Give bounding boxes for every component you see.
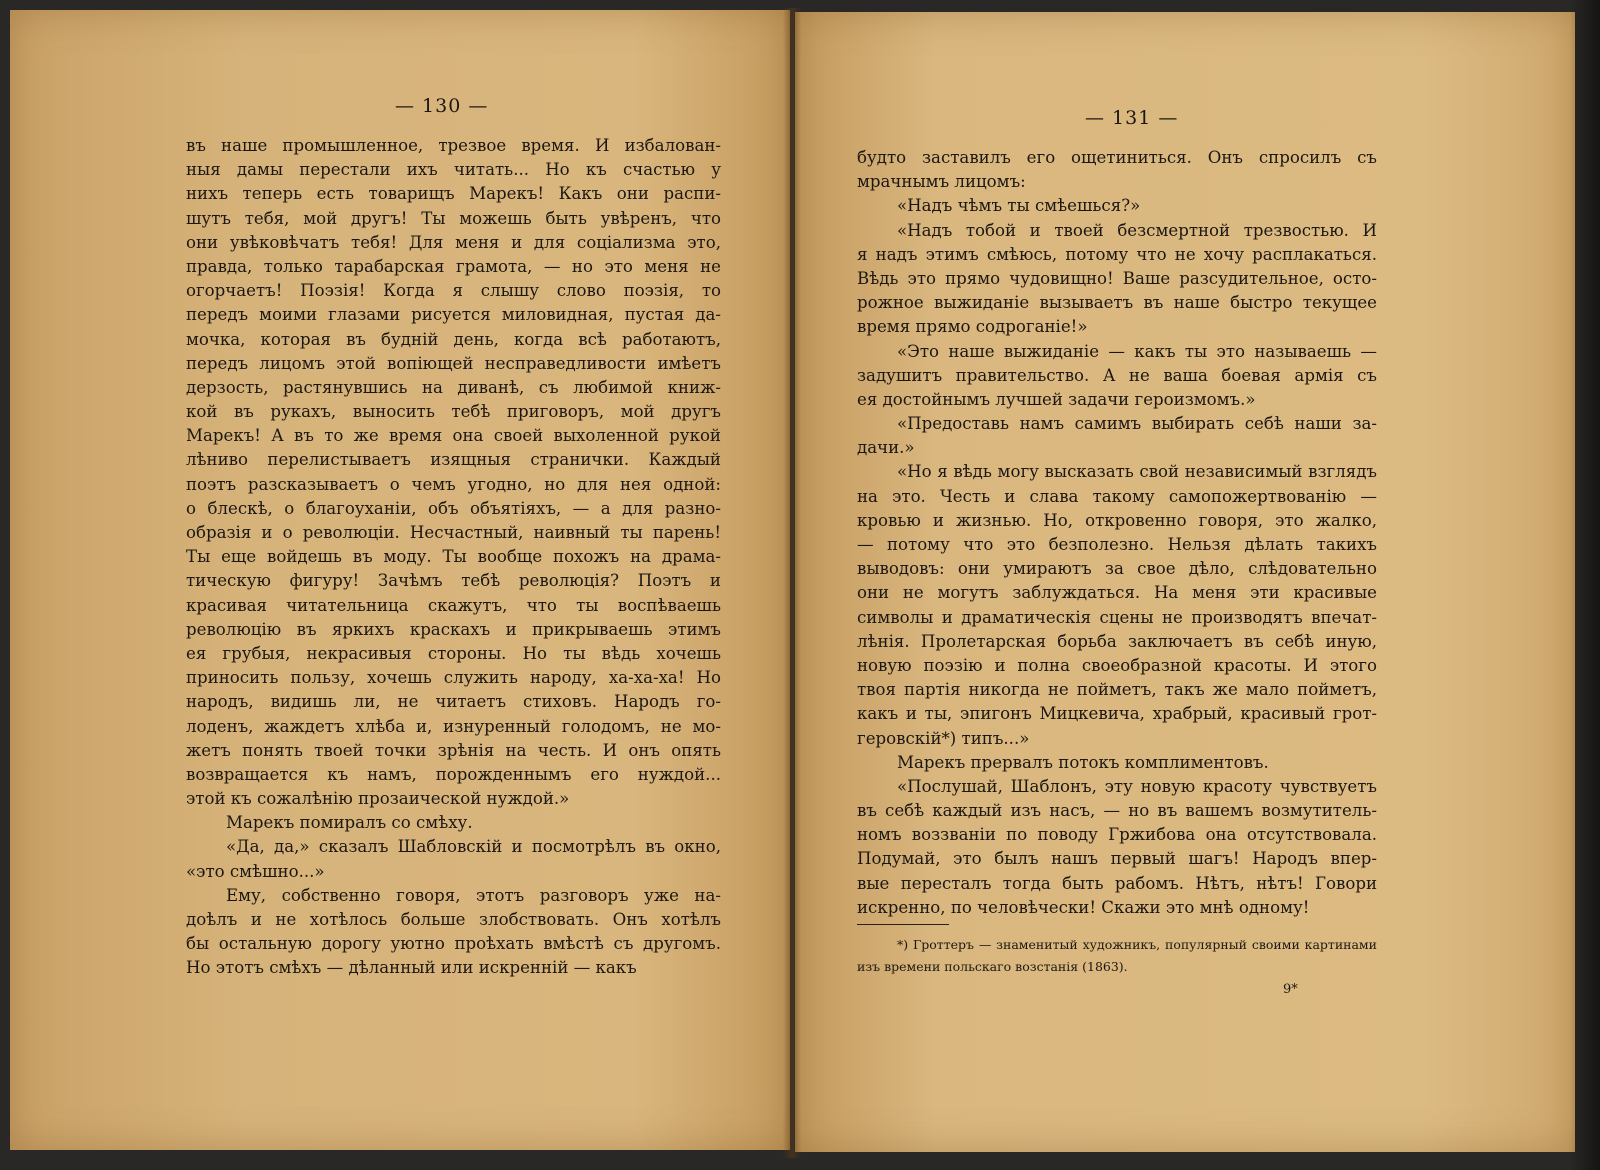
text-line: передъ лицомъ этой вопіющей несправедливости имѣетъ [186,353,721,373]
text-line: ныя дамы перестали ихъ читать... Но къ счастью у [186,160,721,180]
text-line: Но этотъ смѣхъ — дѣланный или искренній — какъ [186,958,637,978]
text-line: революцію въ яркихъ краскахъ и прикрываешь этимъ [186,619,721,639]
text-line: народъ, видишь ли, не читаетъ стиховъ. Народъ го- [186,692,721,712]
text-line: о блескѣ, о благоуханіи, объ объятіяхъ, — а для разно- [186,498,721,518]
text-line: «Надъ чѣмъ ты смѣешься?» [897,196,1141,216]
text-line: геровскій*) типъ...» [857,728,1030,748]
text-line: лоденъ, жаждетъ хлѣба и, изнуренный голодомъ, не мо- [186,716,721,736]
text-line: Марекъ! А въ то же время она своей выхоленной рукой [186,426,721,446]
text-line: Подумай, это былъ нашъ первый шагъ! Народъ впер- [857,849,1377,869]
text-line: кой въ рукахъ, выносить тебѣ приговоръ, мой другъ [186,402,721,422]
text-line: время прямо содроганіе!» [857,317,1088,337]
text-line: «Послушай, Шаблонъ, эту новую красоту чувствуетъ [897,776,1377,796]
text-line: будто заставилъ его ощетиниться. Онъ спросилъ съ [857,148,1377,167]
text-line: вые пересталъ тогда быть рабомъ. Нѣтъ, нѣтъ! Говори [857,873,1377,893]
text-line: Вѣдь это прямо чудовищно! Ваше разсудительное, осто- [857,268,1377,288]
right-page-body [857,146,1377,920]
text-line: Марекъ помиралъ со смѣху. [226,813,473,833]
text-line: лѣниво перелистываетъ изящныя странички. Каждый [186,450,721,470]
text-line: Ты еще войдешь въ моду. Ты вообще похожъ на драма- [186,547,721,567]
text-line: кровью и жизнью. Но, откровенно говоря, это жалко, [857,510,1377,530]
text-line: «Предоставь намъ самимъ выбирать себѣ наши за- [897,414,1377,434]
text-line: лѣнія. Пролетарская борьба заключаетъ въ себѣ иную, [857,631,1377,651]
text-line: они не могутъ заблуждаться. На меня эти красивые [857,583,1377,603]
text-line: изъ времени польскаго возстанія (1863). [857,959,1128,974]
text-line: — потому что это безполезно. Нельзя дѣлать такихъ [857,535,1377,554]
text-line: номъ воззваніи по поводу Гржибова она отсутствовала. [857,825,1377,845]
text-line: ея достойнымъ лучшей задачи героизмомъ.» [857,389,1256,409]
text-line: «Надъ тобой и твоей безсмертной трезвостью. И [897,220,1377,240]
text-line: ея грубыя, некрасивыя стороны. Но ты вѣдь хочешь [186,643,721,663]
text-line: «Да, да,» сказалъ Шабловскій и посмотрѣлъ въ окно, [226,837,721,857]
text-line: этой къ сожалѣнію прозаической нуждой.» [186,789,570,809]
text-line: «Это наше выжиданіе — какъ ты это называешь — [897,341,1377,361]
text-line: бы остальную дорогу уютно проѣхать вмѣстѣ съ другомъ. [186,934,721,954]
text-line: рожное выжиданіе вызываетъ въ наше быстро текущее [857,293,1377,313]
text-line: въ наше промышленное, трезвое время. И избалован- [186,136,721,155]
text-line: новую поэзію и полна своеобразной красоты. И этого [857,655,1377,675]
footnote-rule [857,924,949,925]
text-line: задушитъ правительство. А не ваша боевая армія съ [857,365,1377,385]
text-line: правда, только тарабарская грамота, — но это меня не [186,256,721,276]
text-line: выводовъ: они умираютъ за свое дѣло, слѣдовательно [857,559,1377,579]
text-line: доѣлъ и не хотѣлось больше злобствовать. Онъ хотѣлъ [186,910,721,929]
footnote [857,934,1377,978]
text-line: какъ и ты, эпигонъ Мицкевича, храбрый, красивый грот- [857,704,1377,724]
text-line: шутъ тебя, мой другъ! Ты можешь быть увѣренъ, что [186,208,721,228]
signature-mark: 9* [1283,982,1298,997]
text-line: возвращается къ намъ, порожденнымъ его нуждой... [186,764,721,784]
text-line: на это. Честь и слава такому самопожертвованію — [857,486,1377,506]
text-line: дачи.» [857,438,915,458]
left-page [10,10,790,1150]
text-line: передъ моими глазами рисуется миловидная, пустая да- [186,305,721,325]
text-line: твоя партія никогда не пойметъ, такъ же мало пойметъ, [857,680,1377,700]
text-line: я надъ этимъ смѣюсь, потому что не хочу расплакаться. [857,244,1377,264]
text-line: они увѣковѣчатъ тебя! Для меня и для соціализма это, [186,232,721,252]
page-number-left: — 130 — [395,95,489,117]
text-line: *) Гроттеръ — знаменитый художникъ, популярный своими картинами [897,937,1377,952]
text-line: приносить пользу, хочешь служить народу, ха-ха-ха! Но [186,668,721,688]
text-line: мочка, которая въ будній день, когда всѣ работаютъ, [186,329,721,349]
right-page [795,12,1575,1152]
text-line: нихъ теперь есть товарищъ Марекъ! Какъ они распи- [186,184,721,204]
text-line: искренно, по человѣчески! Скажи это мнѣ одному! [857,897,1310,917]
text-line: мрачнымъ лицомъ: [857,172,1026,192]
edge-shadow [1570,0,1600,1170]
text-line: въ себѣ каждый изъ насъ, — но въ вашемъ возмутитель- [857,801,1377,821]
left-page-body [186,134,721,981]
text-line: поэтъ разсказываетъ о чемъ угодно, но для нея одной: [186,474,721,494]
text-line: «это смѣшно...» [186,861,325,881]
text-line: тическую фигуру! Зачѣмъ тебѣ революція? Поэтъ и [186,571,721,591]
text-line: красивая читательница скажутъ, что ты воспѣваешь [186,595,721,615]
book-gutter [783,8,801,1158]
text-line: Марекъ прервалъ потокъ комплиментовъ. [897,752,1269,772]
page-number-right: — 131 — [1085,107,1179,129]
text-line: образія и о революціи. Несчастный, наивный ты парень! [186,523,721,542]
text-line: Ему, собственно говоря, этотъ разговоръ уже на- [226,885,721,905]
text-line: огорчаетъ! Поэзія! Когда я слышу слово поэзія, то [186,281,721,301]
text-line: «Но я вѣдь могу высказать свой независимый взглядъ [897,462,1377,482]
text-line: дерзость, растянувшись на диванѣ, съ любимой книж- [186,377,721,397]
text-line: жетъ понять твоей точки зрѣнія на честь. И онъ опять [186,740,721,760]
text-line: символы и драматическія сцены не производятъ впечат- [857,607,1377,627]
